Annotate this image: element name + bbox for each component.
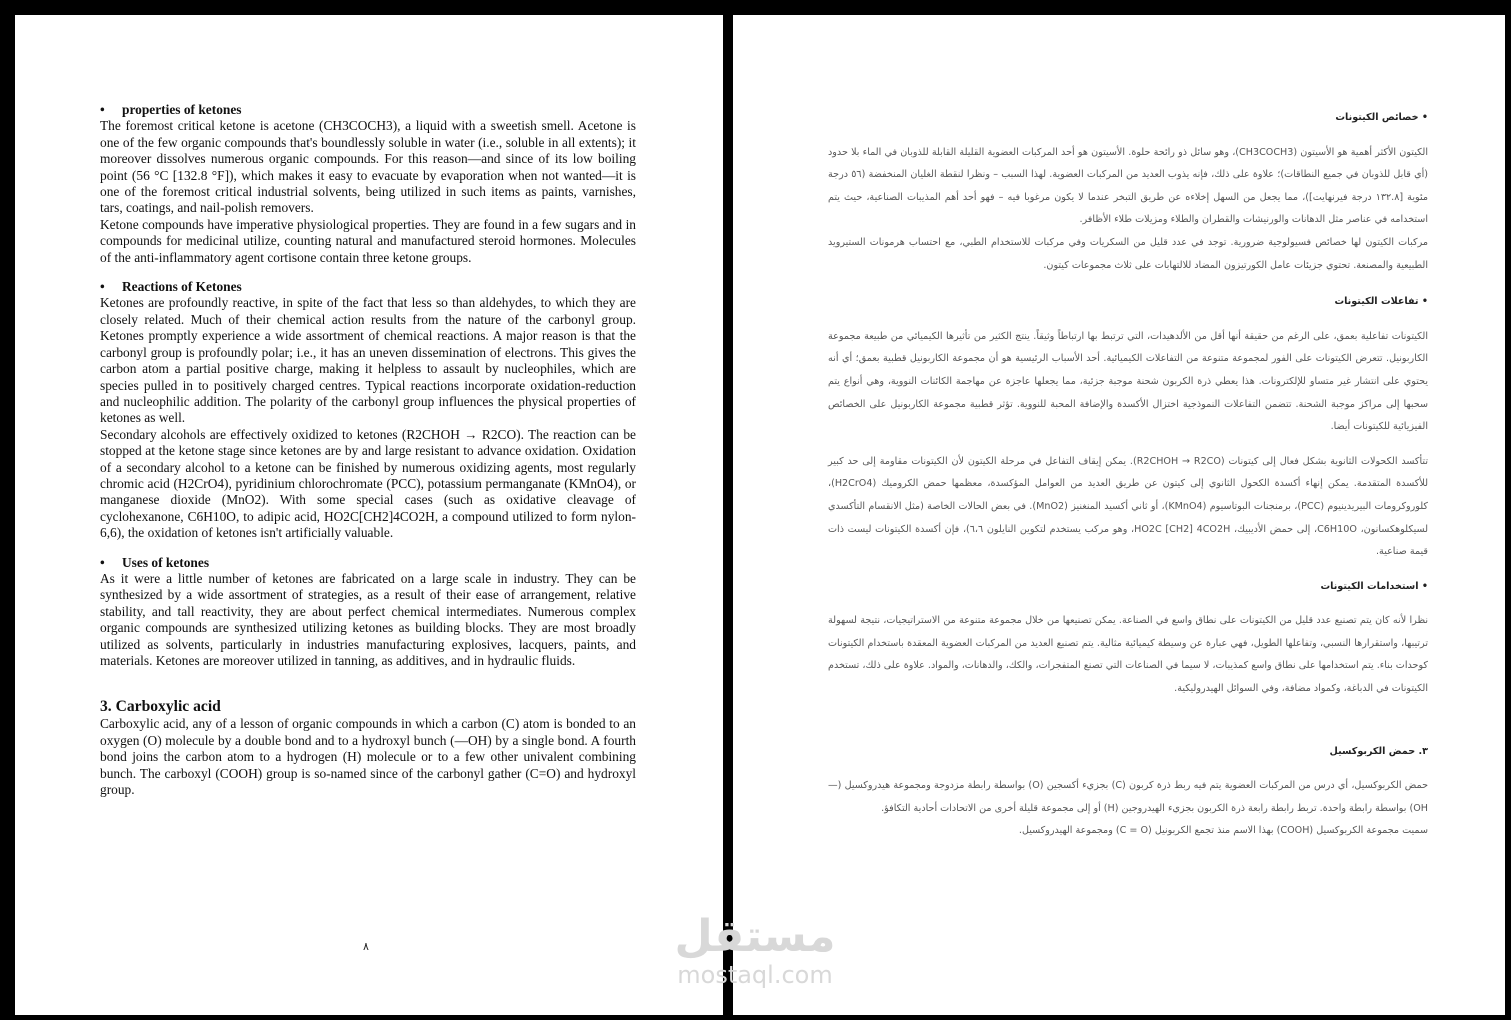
paragraph: Carboxylic acid, any of a lesson of organic compounds in which a carbon (C) atom is bonded to an oxygen (O) molecule by a double bond and to a hydroxyl bunch (—OH) by a single bond. A fourth bond joins the carbon atom to a hydrogen (H) molecule or to a few other univalent combining bunch. The carboxyl (COOH) group is so-named since of the carbonyl gather (C=O) and hydroxyl group. xyxy=(100,716,636,798)
bullet-icon: • xyxy=(100,279,105,295)
watermark-domain: mostaql.com xyxy=(677,961,833,989)
section-heading-properties-ar: • خصائص الكيتونات xyxy=(1335,112,1428,123)
arabic-page xyxy=(733,15,1505,1015)
paragraph: حمض الكربوكسيل، أي درس من المركبات العضوية يتم فيه ربط ذرة كربون (C) بجزيء أكسجين (O) بواسطة رابطة مزدوجة ومجموعة هيدروكسيل (—OH) بواسطة رابطة واحدة. تربط رابطة رابعة ذرة الكربون بجزيء الهيدروجين (H) أو إلى مجموعة قليلة أخرى من الاتحادات أحادية التكافؤ. xyxy=(828,780,1429,814)
paragraph: Secondary alcohols are effectively oxidized to ketones (R2CHOH → R2CO). The reaction can be stopped at the ketone stage since ketones are by and large resistant to advance oxidation. Oxidation of a secondary alcohol to a ketone can be finished by numerous oxidizing agents, most regularly chromic acid (H2CrO4), pyridinium chlorochromate (PCC), potassium permanganate (KMnO4), or manganese dioxide (MnO2). With some special cases (such as oxidative cleavage of cyclohexanone, C6H10O, to adipic acid, HO2C[CH2]4CO2H, a compound utilized to form nylon-6,6), the oxidation of ketones isn't artificially valuable. xyxy=(100,426,636,541)
section-heading-reactions: • Reactions of Ketones xyxy=(100,279,242,295)
section-heading-uses: • Uses of ketones xyxy=(100,554,210,570)
paragraph: The foremost critical ketone is acetone (CH3COCH3), a liquid with a sweetish smell. Acetone is one of the few organic compounds that's boundlessly soluble in water (i.e., soluble in all extents); it moreover dissolves numerous organic compounds. For this reason—and since of its low boiling point (56 °C [132.8 °F]), which makes it easy to evacuate by evaporation when not wanted—it is one of the foremost critical industrial solvents, being utilized in such items as paints, varnishes, tars, coatings, and nail-polish removers. xyxy=(100,118,636,216)
section-heading-reactions-ar: • تفاعلات الكيتونات xyxy=(1334,296,1428,308)
english-content xyxy=(100,102,636,798)
paragraph: الكيتون الأكثر أهمية هو الأسيتون (CH3COCH3)، وهو سائل ذو رائحة حلوة. الأسيتون هو أحد المركبات العضوية القليلة القابلة للذوبان في الماء بلا حدود (أي قابل للذوبان في جميع النطاقات)؛ علاوة على ذلك، فإنه يذوب العديد من المركبات العضوية. لهذا السبب – ونظرا لنقطة الغليان المنخفضة (٥٦ درجة مئوية [١٣٢.٨ درجة فيرنهايت])، مما يجعل من السهل إخلاءه عن طريق التبخر عندما لا يكون مرغوبا فيه – فهو أحد أهم المذيبات الصناعية، حيث يتم استخدامه في عناصر مثل الدهانات والورنيشات والقطران والطلاء ومزيلات طلاء الأظافر. xyxy=(828,146,1429,226)
watermark-logo-arabic: مستقل xyxy=(674,911,836,962)
section-heading-properties: • properties of ketones xyxy=(100,102,242,117)
section-heading-carboxylic-ar: ٣. حمض الكربوكسيل xyxy=(1329,745,1428,757)
paragraph: تتأكسد الكحولات الثانوية بشكل فعال إلى كيتونات (R2CHOH → R2CO). يمكن إيقاف التفاعل في مرحلة الكيتون لأن الكيتونات مقاومة إلى حد كبير للأكسدة المتقدمة. يمكن إنهاء أكسدة الكحول الثانوي إلى كيتون عن طريق العديد من العوامل المؤكسدة، معظمها حمض الكروميك (H2CrO4)، كلوروكرومات البيريدينيوم (PCC)، برمنجنات البوتاسيوم (KMnO4)، أو ثاني أكسيد المنغنيز (MnO2). في بعض الحالات الخاصة (مثل الانقسام التأكسدي لسيكلوهكسانون، C6H10O، إلى حمض الأديبيك، HO2C [CH2] 4CO2H، وهو مركب يستخدم لتكوين النايلون ٦،٦)، فإن أكسدة الكيتونات ليست ذات قيمة صناعية. xyxy=(828,455,1429,558)
paragraph: سميت مجموعة الكربوكسيل (COOH) بهذا الاسم منذ تجمع الكربونيل (C = O) ومجموعة الهيدروكسيل. xyxy=(1018,825,1428,837)
section-heading-carboxylic-acid: 3. Carboxylic acid xyxy=(100,698,221,716)
paragraph: مركبات الكيتون لها خصائص فسيولوجية ضرورية. توجد في عدد قليل من السكريات وفي مركبات للاستخدام الطبي، مع احتساب هرمونات الستيرويد الطبيعية والمصنعة. تحتوي جزيئات عامل الكورتيزون المضاد للالتهابات على ثلاث مجموعات كيتون. xyxy=(828,236,1428,271)
arabic-content xyxy=(828,107,1428,843)
paragraph: Ketone compounds have imperative physiological properties. They are found in a few sugars and in compounds for medicinal utilize, counting natural and manufactured steroid hormones. Molecules of the anti-inflammatory agent cortisone contain three ketone groups. xyxy=(100,216,636,265)
bullet-icon: • xyxy=(100,554,105,570)
english-page xyxy=(15,15,723,1015)
paragraph: As it were a little number of ketones are fabricated on a large scale in industry. They can be synthesized by a wide assortment of strategies, as a result of their ease of arrangement, relative stability, and tall reactivity, they are about perfect chemical intermediates. Numerous complex organic compounds are synthesized utilizing ketones as building blocks. They are most broadly utilized as solvents, particularly in industries manufacturing explosives, lacquers, paints, and materials. Ketones are moreover utilized in tanning, as additives, and in hydraulic fluids. xyxy=(100,570,636,668)
paragraph: نظرا لأنه كان يتم تصنيع عدد قليل من الكيتونات على نطاق واسع في الصناعة. يمكن تصنيعها من خلال مجموعة متنوعة من الاستراتيجيات، نتيجة لسهولة ترتيبها، واستقرارها النسبي، وتفاعلها الطويل، فهي عبارة عن وسيطة كيميائية مثالية. يتم تصنيع العديد من المركبات العضوية المعقدة باستخدام الكيتونات كوحدات بناء. يتم استخدامها على نطاق واسع كمذيبات، لا سيما في الصناعات التي تصنع المتفجرات، والكك، والدهانات، والمواد. علاوة على ذلك، تستخدم الكيتونات في الدباغة، وكمواد مضافة، وفي السوائل الهيدروليكية. xyxy=(828,615,1428,695)
paragraph: Ketones are profoundly reactive, in spite of the fact that less so than aldehydes, to which they are closely related. Much of their chemical action results from the nature of the carbonyl group. Ketones promptly experience a wide assortment of chemical reactions. A major reason is that the carbonyl group is profoundly polar; i.e., it has an uneven dissemination of electrons. This gives the carbon atom a partial positive charge, making it helpless to assault by nucleophiles, which are species pulled in to positively charged centres. Typical reactions incorporate oxidation-reduction and nucleophilic addition. The polarity of the carbonyl group influences the physical properties of ketones as well. xyxy=(100,295,636,426)
page-number: ٨ xyxy=(363,940,369,953)
paragraph: الكيتونات تفاعلية بعمق، على الرغم من حقيقة أنها أقل من الألدهيدات، التي ترتبط بها ارتباطاً وثيقاً. ينتج الكثير من تأثيرها الكيميائي من طبيعة مجموعة الكاربونيل. تتعرض الكيتونات على الفور لمجموعة متنوعة من التفاعلات الكيميائية. أحد الأسباب الرئيسية هو أن مجموعة الكاربونيل قطبية بعمق؛ أي أنه يحتوي على انتشار غير متساو للإلكترونات. هذا يعطي ذرة الكربون شحنة موجبة جزئية، مما يجعلها عاجزة عن مهاجمة الكائنات النووية، وهي أنواع يتم سحبها إلى مراكز موجبة الشحنة. تتضمن التفاعلات النموذجية اختزال الأكسدة والإضافة المحبة للنووية. تؤثر قطبية مجموعة الكاربونيل على الخصائص الفيزيائية للكيتونات أيضا. xyxy=(828,330,1428,433)
bullet-icon: • xyxy=(100,102,105,117)
section-heading-uses-ar: • استخدامات الكيتونات xyxy=(1320,580,1428,592)
